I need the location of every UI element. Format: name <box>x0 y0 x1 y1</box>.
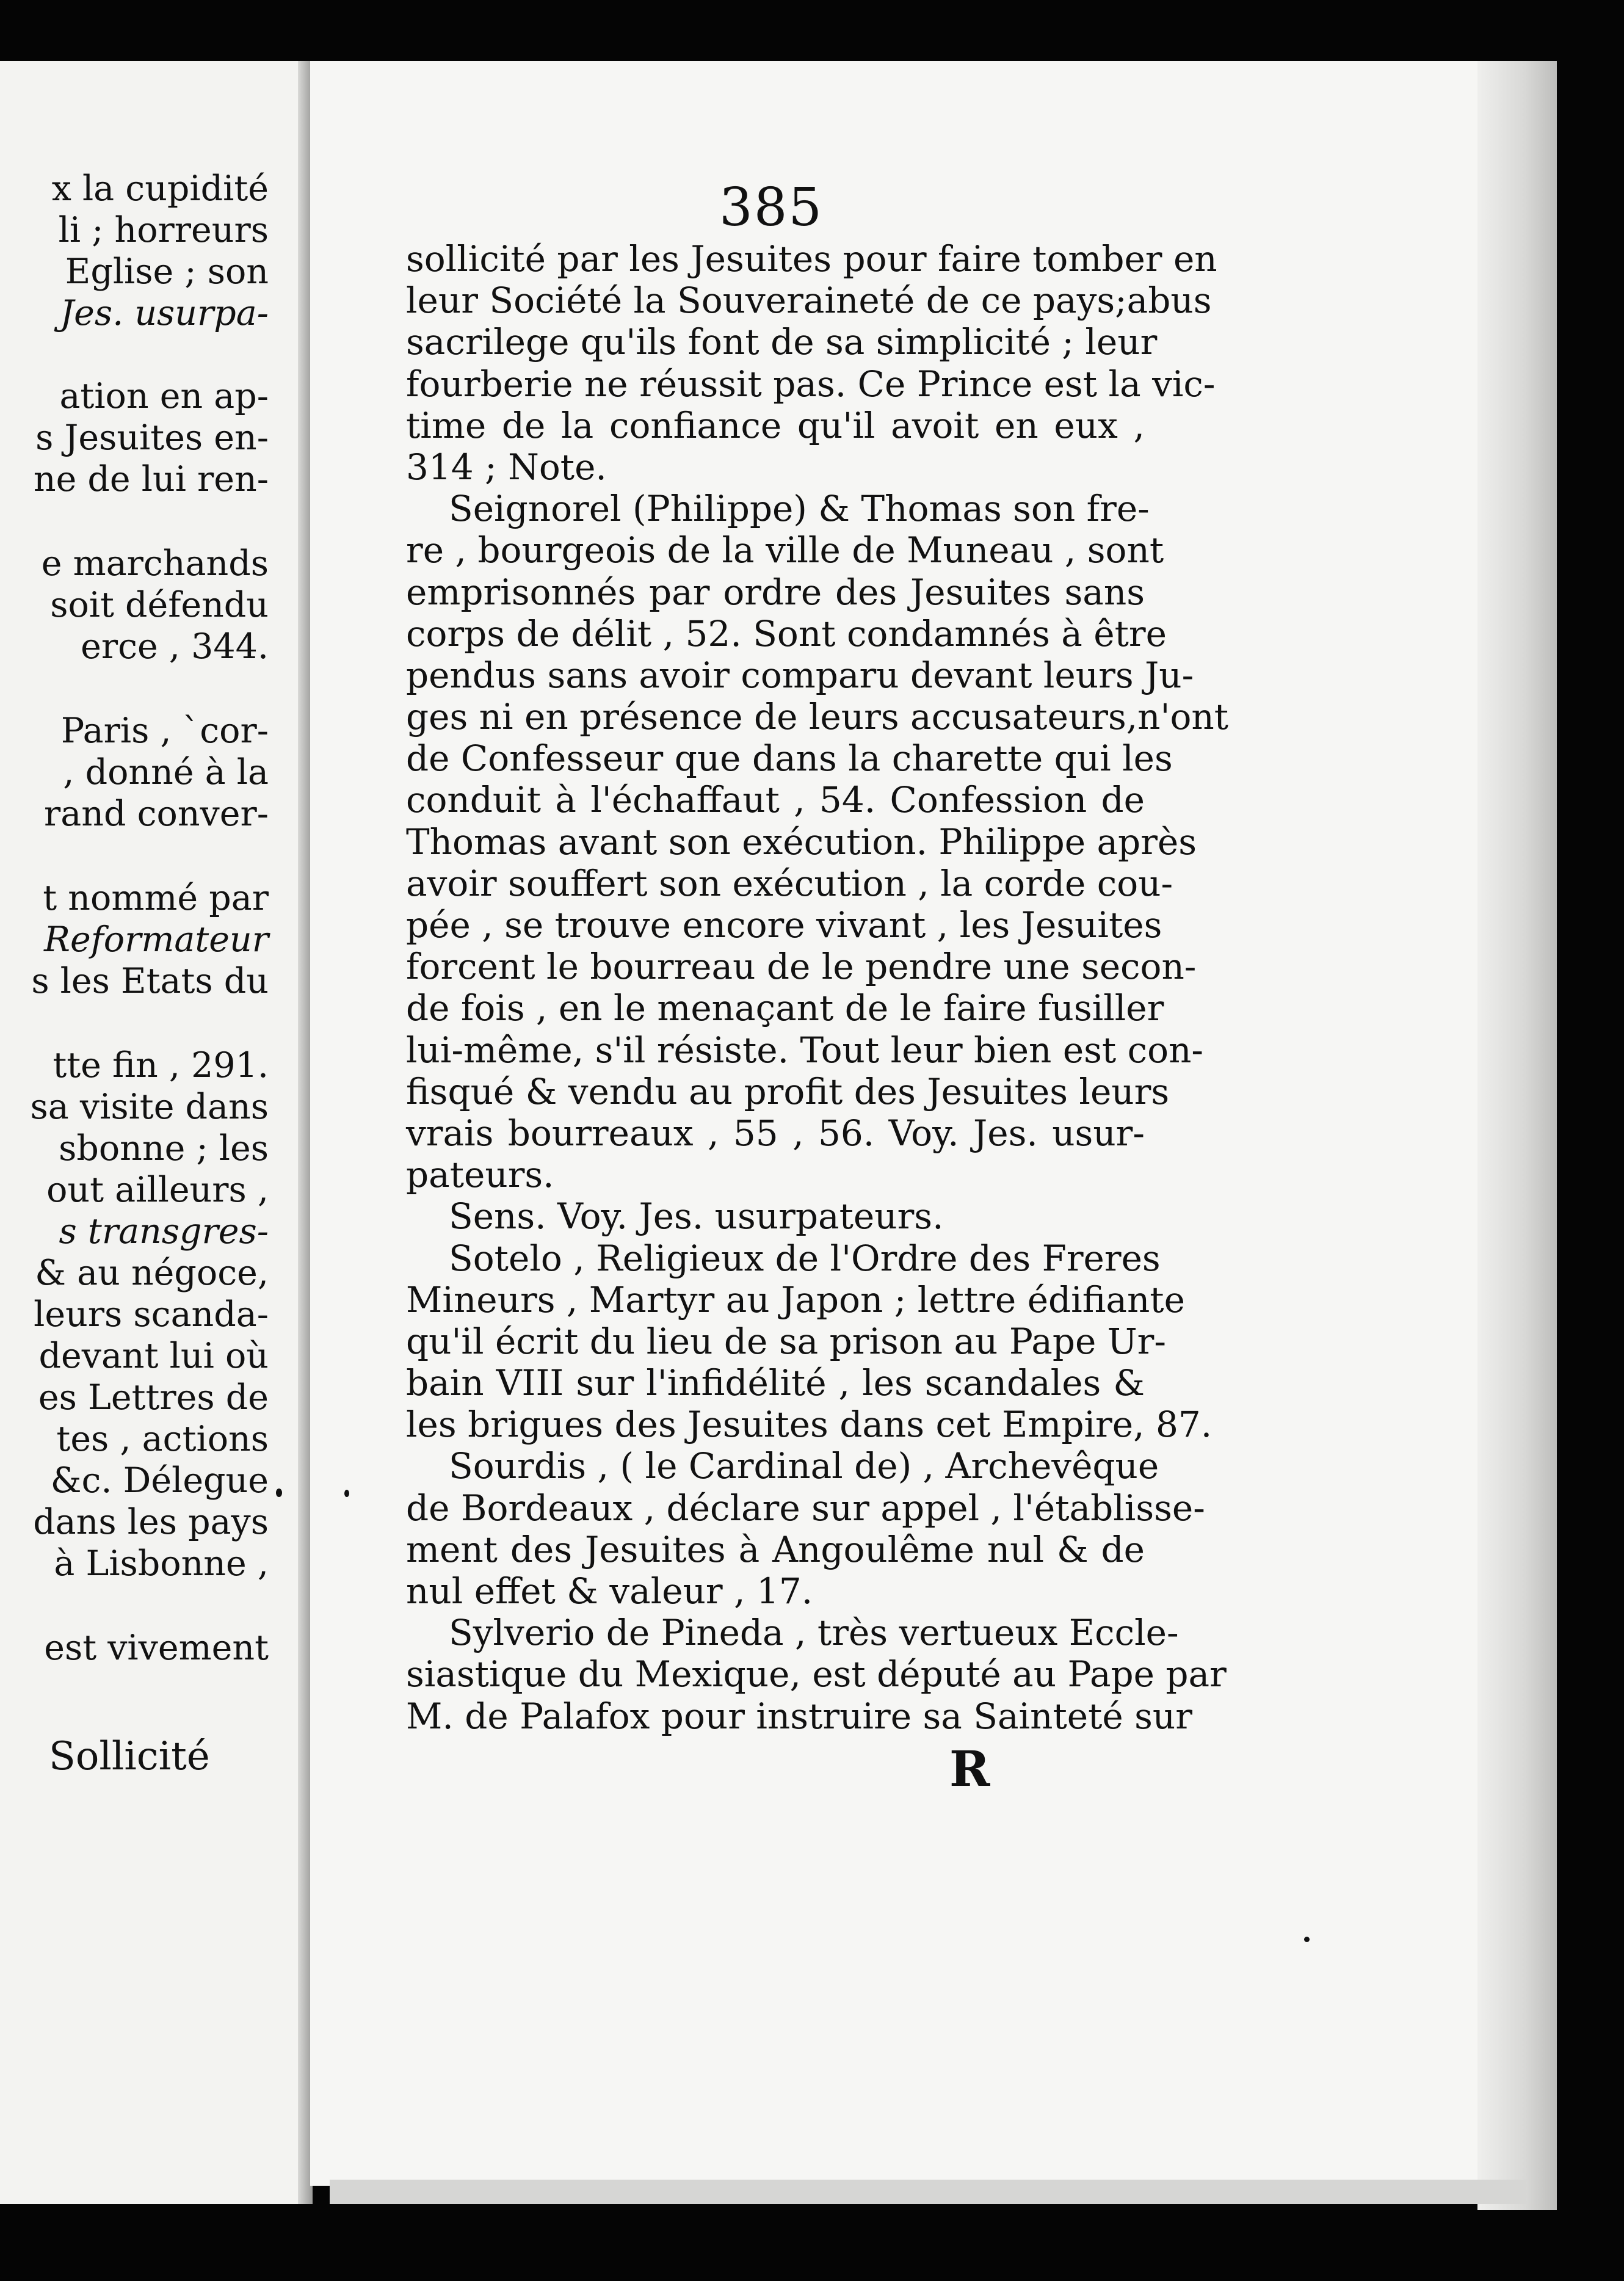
left-page-line: ation en ap- <box>59 376 269 416</box>
left-page-line: out ailleurs , <box>46 1170 269 1210</box>
left-page-catchword: Sollicité <box>49 1734 210 1779</box>
left-page-line: rand conver- <box>44 794 269 834</box>
signature-mark: R <box>949 1740 990 1797</box>
right-page-line: Mineurs , Martyr au Japon ; lettre édifiante <box>406 1278 1185 1321</box>
right-page-line: les brigues des Jesuites dans cet Empire, 87. <box>406 1404 1213 1446</box>
right-page-line: Sotelo , Religieux de l'Ordre des Freres <box>449 1237 1161 1279</box>
left-page-line: s transgres- <box>59 1211 269 1252</box>
right-page-line: nul effet & valeur , 17. <box>406 1570 813 1612</box>
right-page-line: corps de délit , 52. Sont condamnés à être <box>406 612 1167 655</box>
left-page-line: est vivement <box>44 1628 269 1668</box>
left-page-line: , donné à la <box>63 752 269 792</box>
right-page-line: pateurs. <box>406 1154 554 1196</box>
left-page-line: tes , actions <box>56 1419 269 1459</box>
left-page-line: devant lui où <box>38 1336 269 1376</box>
left-page-line: dans les pays <box>33 1502 269 1542</box>
right-page-line: vrais bourreaux , 55 , 56. Voy. Jes. usur- <box>406 1112 1145 1154</box>
left-page-line: Paris , `cor- <box>60 711 269 751</box>
right-page-line: fourberie ne réussit pas. Ce Prince est la vic- <box>406 363 1216 405</box>
right-page-line: sacrilege qu'ils font de sa simplicité ; leur <box>406 321 1158 363</box>
right-page-line: Sens. Voy. Jes. usurpateurs. <box>449 1195 944 1238</box>
right-page-line: pendus sans avoir comparu devant leurs Ju- <box>406 654 1194 696</box>
ink-speck <box>1304 1937 1310 1942</box>
right-page-line: Sourdis , ( le Cardinal de) , Archevêque <box>449 1445 1159 1487</box>
left-page-line: x la cupidité <box>51 169 269 209</box>
left-page-line: es Lettres de <box>38 1377 269 1418</box>
right-page-edge <box>1477 61 1557 2210</box>
right-page-line: lui-même, s'il résiste. Tout leur bien est con- <box>406 1029 1204 1071</box>
right-page-line: conduit à l'échaffaut , 54. Confession de <box>406 779 1145 821</box>
left-page-line: e marchands <box>41 543 269 584</box>
right-page-line: bain VIII sur l'infidélité , les scandales & <box>406 1362 1145 1404</box>
right-page-bottom-edge <box>330 2180 1526 2204</box>
right-page-line: siastique du Mexique, est député au Pape par <box>406 1653 1227 1695</box>
right-page-line: Thomas avant son exécution. Philippe après <box>406 821 1197 863</box>
right-page-line: sollicité par les Jesuites pour faire tomber en <box>406 238 1217 280</box>
right-page-line: qu'il écrit du lieu de sa prison au Pape Ur- <box>406 1320 1166 1362</box>
right-page-line: de Confesseur que dans la charette qui les <box>406 738 1173 780</box>
ink-speck <box>344 1490 349 1497</box>
left-page-line: à Lisbonne , <box>54 1543 269 1584</box>
right-page-line: emprisonnés par ordre des Jesuites sans <box>406 571 1145 613</box>
right-page-line: de Bordeaux , déclare sur appel , l'établisse- <box>406 1487 1205 1529</box>
left-page-line: & au négoce, <box>35 1253 269 1293</box>
left-page-line: sa visite dans <box>30 1087 269 1127</box>
right-page-line: time de la confiance qu'il avoit en eux , <box>406 404 1145 446</box>
right-page-line: ment des Jesuites à Angoulême nul & de <box>406 1528 1145 1570</box>
right-page-line: de fois , en le menaçant de le faire fusiller <box>406 987 1164 1029</box>
left-page-line: leurs scanda- <box>34 1294 269 1335</box>
left-page-line: sbonne ; les <box>59 1128 269 1169</box>
right-page-line: M. de Palafox pour instruire sa Sainteté sur <box>406 1695 1193 1737</box>
right-page-text <box>406 238 1229 1737</box>
right-page-line: Sylverio de Pineda , très vertueux Eccle- <box>449 1612 1179 1654</box>
ink-speck <box>276 1489 282 1497</box>
right-page-line: ges ni en présence de leurs accusateurs,n'ont <box>406 696 1229 738</box>
right-page-line: pée , se trouve encore vivant , les Jesuites <box>406 904 1162 946</box>
left-page-line: ne de lui ren- <box>33 459 269 499</box>
right-page-line: forcent le bourreau de le pendre une secon- <box>406 946 1197 988</box>
right-page-line: 314 ; Note. <box>406 446 607 488</box>
left-page-line: t nommé par <box>43 878 269 918</box>
right-page-line: Seignorel (Philippe) & Thomas son fre- <box>449 488 1150 530</box>
left-page-line: &c. Délegue <box>50 1460 269 1501</box>
left-page-line: s Jesuites en- <box>35 418 269 458</box>
left-page-line: Reformateur <box>44 919 269 960</box>
left-page-line: soit défendu <box>50 585 269 625</box>
left-page-line: tte fin , 291. <box>53 1045 269 1086</box>
right-page-line: fisqué & vendu au profit des Jesuites leurs <box>406 1070 1170 1112</box>
right-page-line: leur Société la Souveraineté de ce pays;abus <box>406 280 1212 322</box>
left-page-line: s les Etats du <box>31 961 269 1001</box>
left-page-line: Eglise ; son <box>65 252 269 292</box>
page-number: 385 <box>719 177 824 238</box>
left-page-line: li ; horreurs <box>58 210 269 250</box>
left-page-line: Jes. usurpa- <box>60 293 269 333</box>
left-page-line: erce , 344. <box>81 626 269 667</box>
right-page-line: avoir souffert son exécution , la corde cou- <box>406 862 1173 904</box>
right-page-line: re , bourgeois de la ville de Muneau , sont <box>406 529 1164 571</box>
